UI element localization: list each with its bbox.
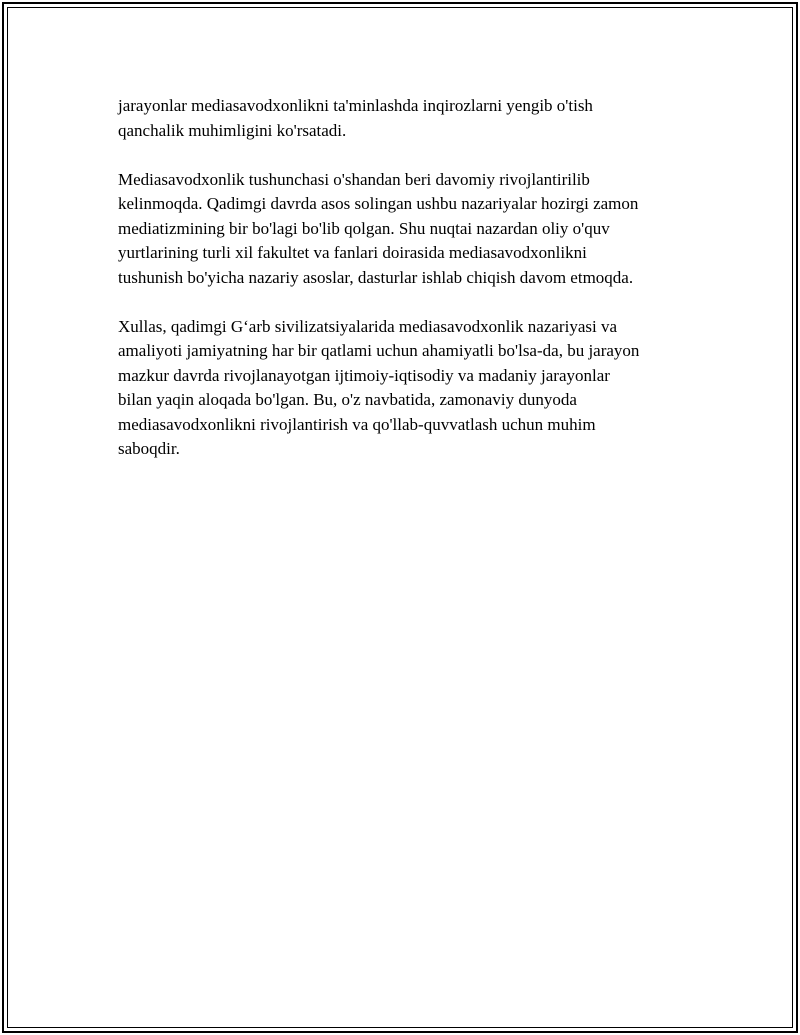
text-line: saboqdir. — [118, 439, 180, 458]
text-line: amaliyoti jamiyatning har bir qatlami uchun ahamiyatli bo'lsa-da, bu jarayon — [118, 341, 640, 360]
text-line: kelinmoqda. Qadimgi davrda asos solingan ushbu nazariyalar hozirgi zamon — [118, 194, 639, 213]
text-line: qanchalik muhimligini ko'rsatadi. — [118, 120, 347, 140]
text-line: Xullas, qadimgi G‘arb sivilizatsiyalarida mediasavodxonlik nazariyasi va — [118, 316, 617, 336]
text-line: mediatizmining bir bo'lagi bo'lib qolgan. Shu nuqtai nazardan oliy o'quv — [118, 218, 610, 238]
text-line: yurtlarining turli xil fakultet va fanlari doirasida mediasavodxonlikni — [118, 243, 587, 262]
text-line: Mediasavodxonlik tushunchasi o'shandan beri davomiy rivojlantirilib — [118, 169, 590, 189]
text-line: bilan yaqin aloqada bo'lgan. Bu, o'z navbatida, zamonaviy dunyoda — [118, 390, 577, 409]
text-line: tushunish bo'yicha nazariy asoslar, dasturlar ishlab chiqish davom etmoqda. — [118, 267, 634, 287]
text-line: mediasavodxonlikni rivojlantirish va qo'llab-quvvatlash uchun muhim — [118, 414, 596, 434]
text-line: jarayonlar mediasavodxonlikni ta'minlashda inqirozlarni yengib o'tish — [118, 96, 593, 115]
text-line: mazkur davrda rivojlanayotgan ijtimoiy-iqtisodiy va madaniy jarayonlar — [118, 365, 610, 385]
document-body — [118, 94, 718, 486]
paragraph-2 — [118, 168, 718, 291]
paragraph-3 — [118, 315, 718, 462]
paragraph-1 — [118, 94, 718, 143]
